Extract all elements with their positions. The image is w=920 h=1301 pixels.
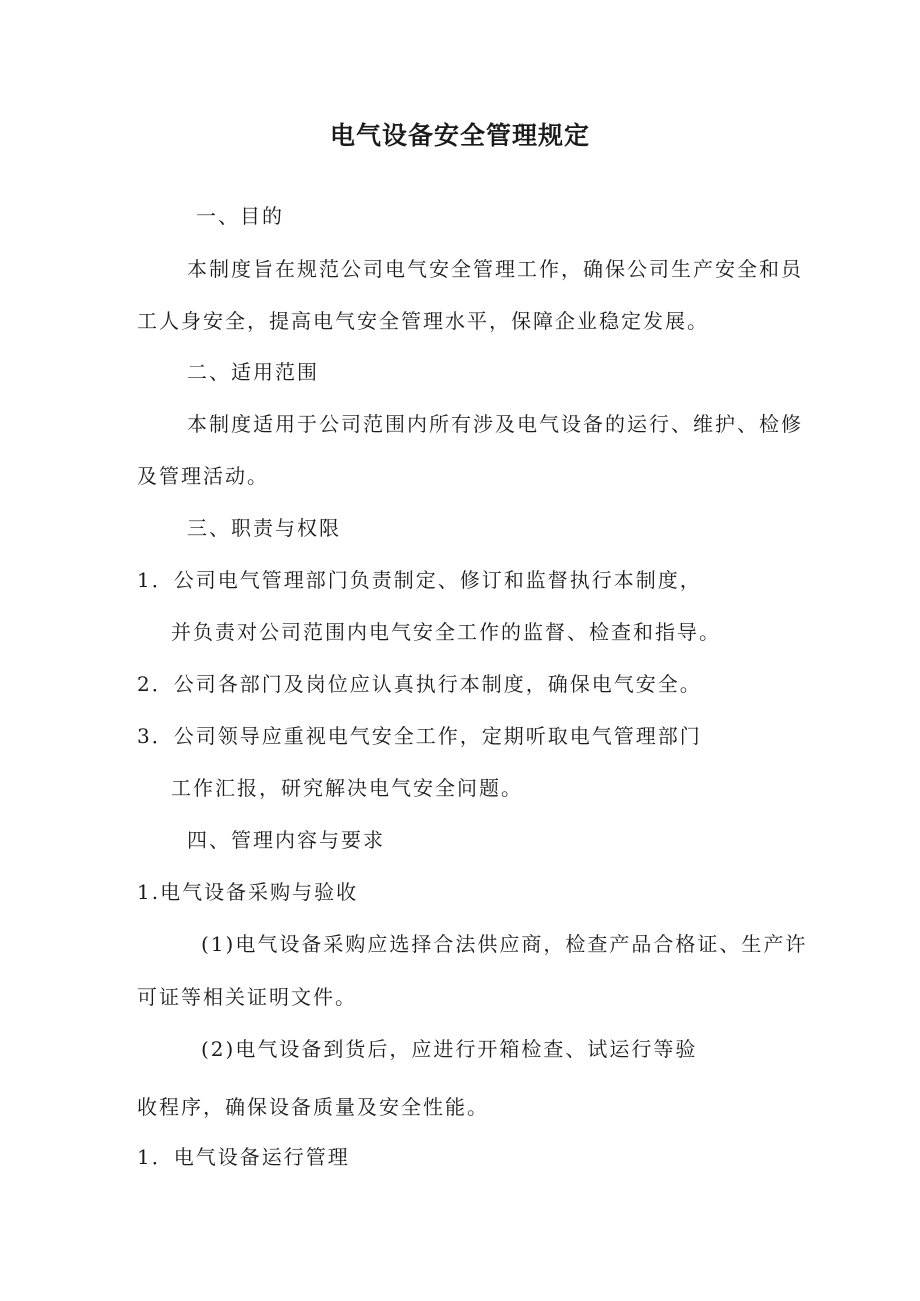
- section-heading-responsibilities: 三、职责与权限: [187, 516, 341, 540]
- list-item: 1．公司电气管理部门负责制定、修订和监督执行本制度，: [137, 568, 702, 592]
- paragraph-line: 本制度旨在规范公司电气安全管理工作，确保公司生产安全和员: [187, 257, 803, 281]
- section-heading-purpose: 一、目的: [196, 204, 284, 228]
- section-heading-management: 四、管理内容与要求: [187, 828, 385, 852]
- paragraph-line: 及管理活动。: [137, 464, 269, 488]
- sub-item-continuation: 可证等相关证明文件。: [137, 985, 357, 1009]
- subsection-heading: 1．电气设备运行管理: [137, 1145, 350, 1169]
- paragraph-line: 本制度适用于公司范围内所有涉及电气设备的运行、维护、检修: [187, 412, 803, 436]
- paragraph-line: 工人身安全，提高电气安全管理水平，保障企业稳定发展。: [137, 309, 709, 333]
- sub-item-continuation: 收程序，确保设备质量及安全性能。: [137, 1095, 489, 1119]
- list-item-continuation: 并负责对公司范围内电气安全工作的监督、检查和指导。: [171, 620, 721, 644]
- sub-item: (1)电气设备采购应选择合法供应商，检查产品合格证、生产许: [201, 932, 808, 956]
- sub-item: (2)电气设备到货后，应进行开箱检查、试运行等验: [201, 1037, 698, 1061]
- list-item: 2．公司各部门及岗位应认真执行本制度，确保电气安全。: [137, 672, 702, 696]
- list-item: 3．公司领导应重视电气安全工作，定期听取电气管理部门: [137, 724, 702, 748]
- list-item-continuation: 工作汇报，研究解决电气安全问题。: [171, 776, 523, 800]
- section-heading-scope: 二、适用范围: [187, 360, 319, 384]
- subsection-heading: 1.电气设备采购与验收: [137, 880, 359, 904]
- document-title: 电气设备安全管理规定: [329, 121, 590, 150]
